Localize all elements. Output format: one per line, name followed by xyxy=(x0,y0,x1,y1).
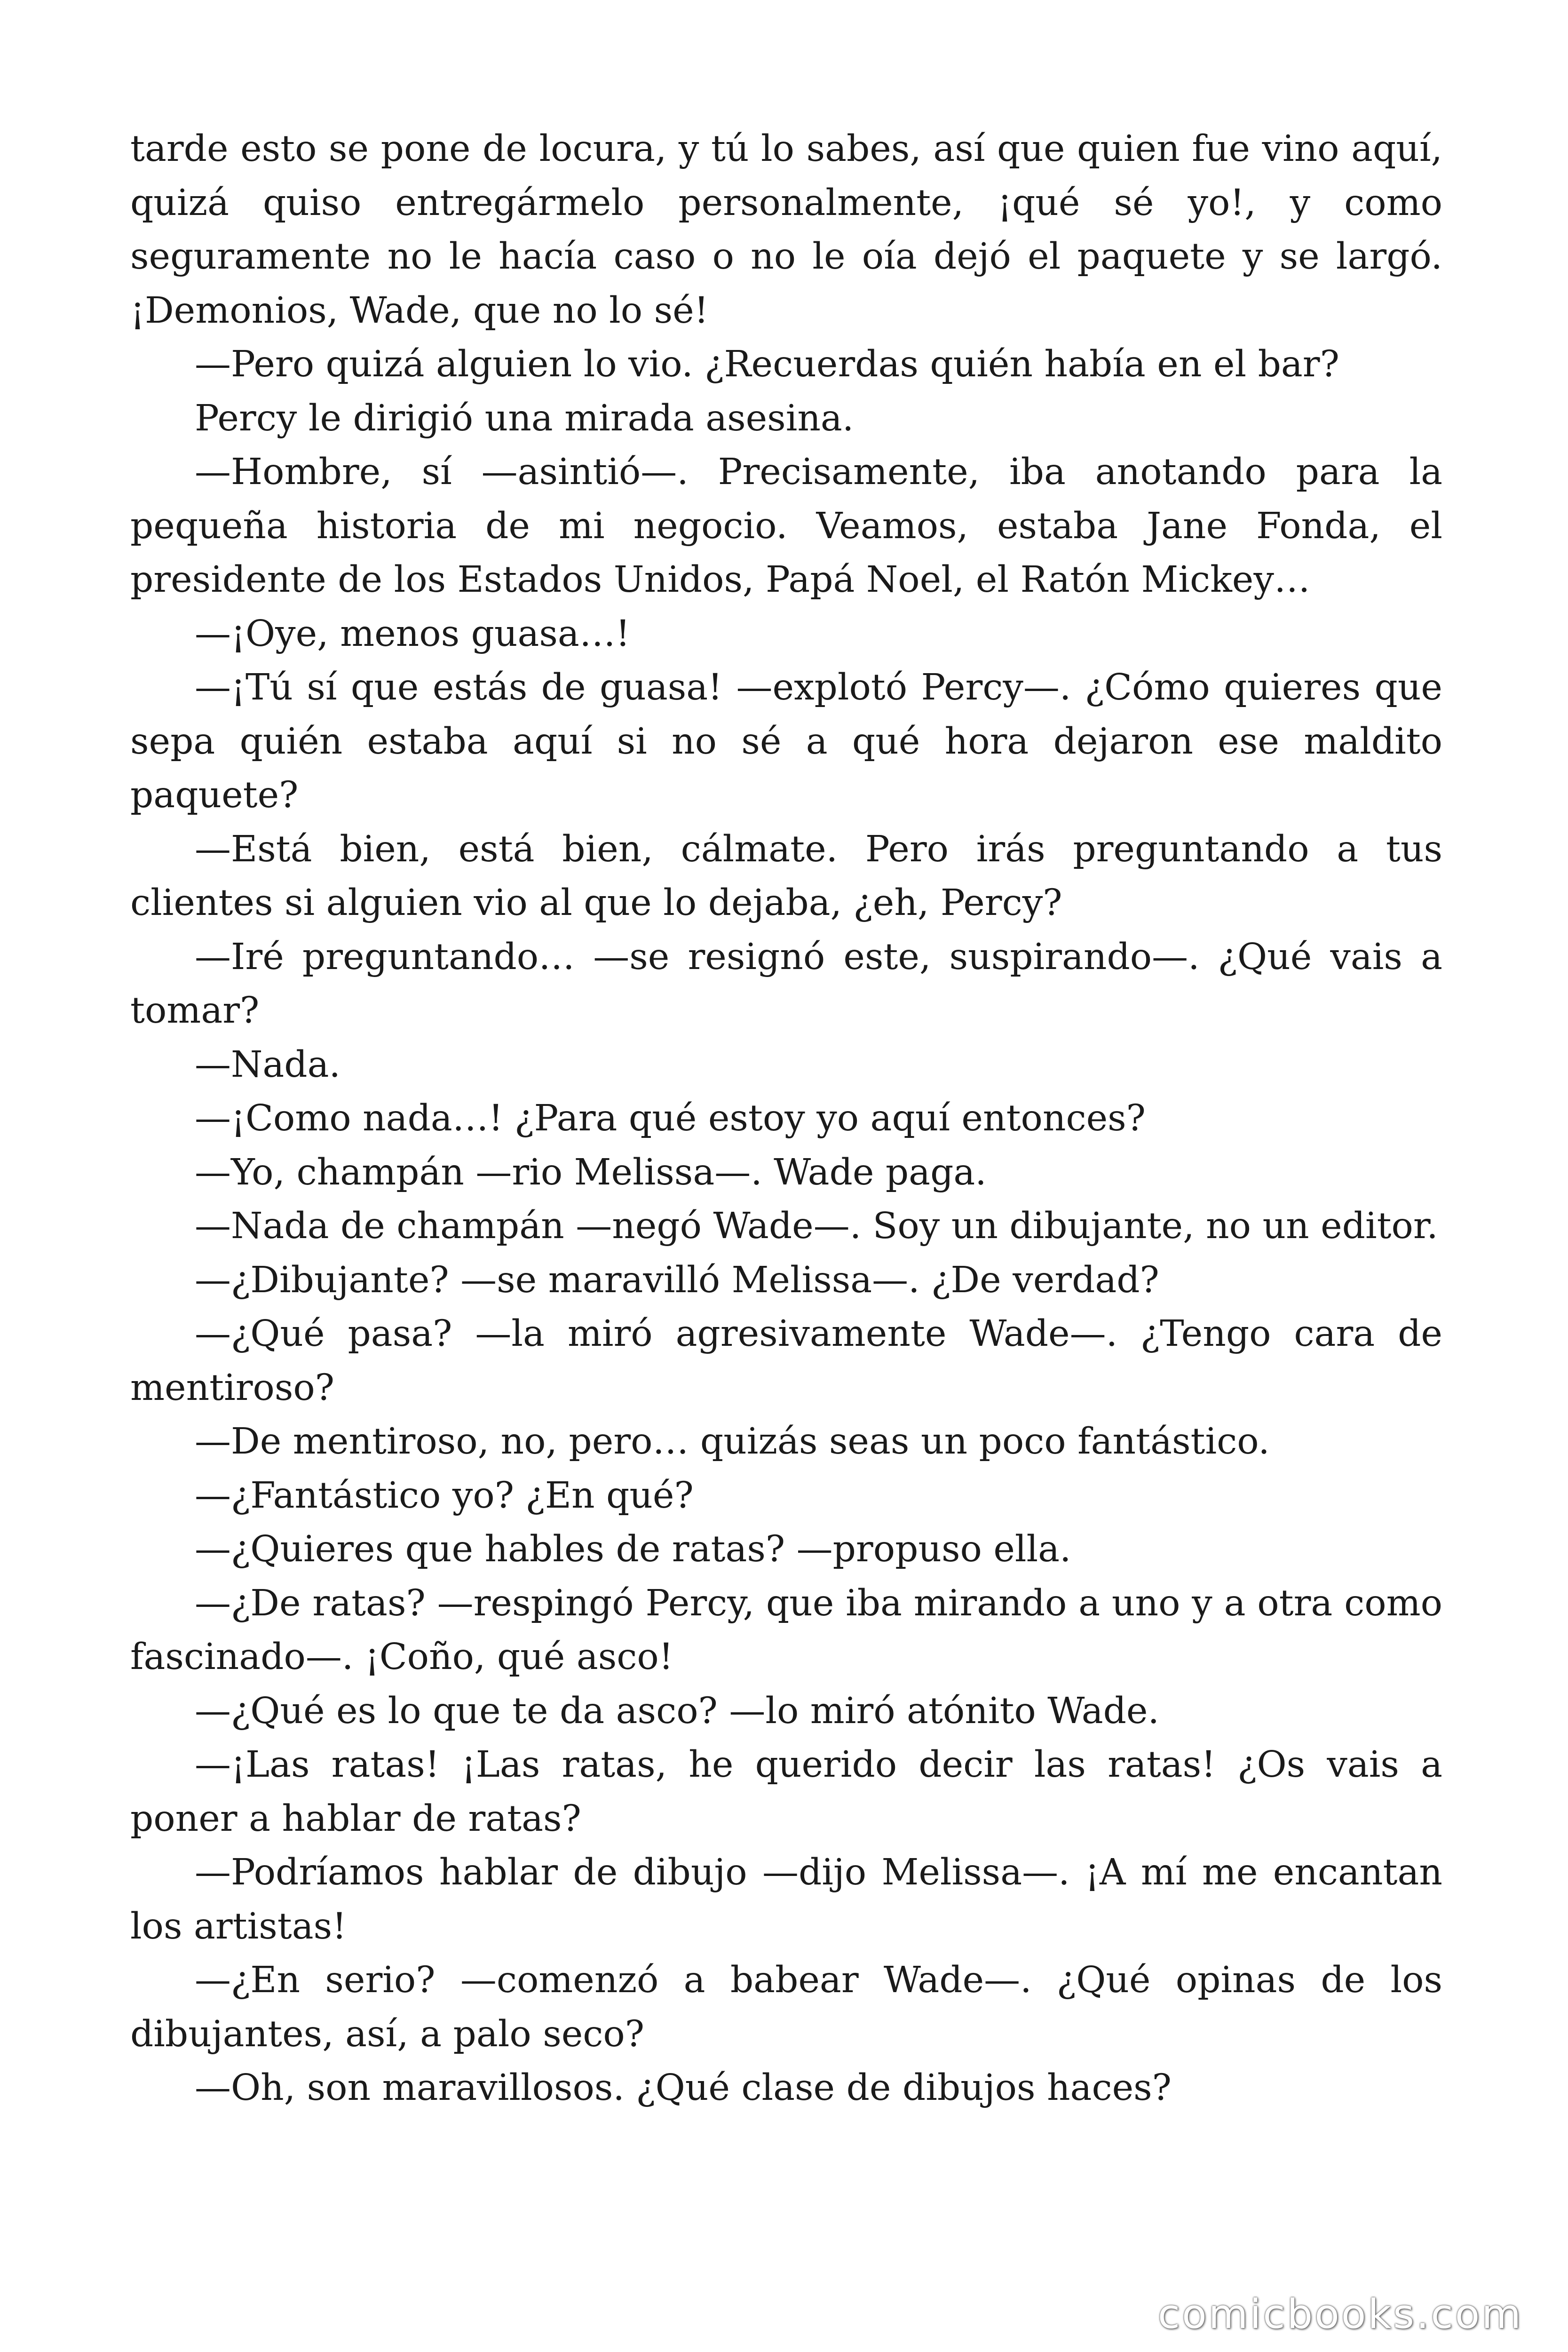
paragraph: —¡Oye, menos guasa…! xyxy=(195,612,630,655)
paragraph: —¡Como nada…! ¿Para qué estoy yo aquí entonces? xyxy=(195,1097,1146,1139)
paragraph: —Oh, son maravillosos. ¿Qué clase de dibujos haces? xyxy=(195,2067,1172,2109)
paragraph: tarde esto se pone de locura, y tú lo sabes, así que quien fue vino aquí, quizá quiso entregármelo personalmente, ¡qué sé yo!, y como seguramente no le hacía caso o no le oía dejó el paquete y se largó. ¡Demonios, Wade, que no lo sé! xyxy=(130,128,1442,332)
paragraph: —¿Qué es lo que te da asco? —lo miró atónito Wade. xyxy=(195,1690,1159,1732)
paragraph: —¡Tú sí que estás de guasa! —explotó Percy—. ¿Cómo quieres que sepa quién estaba aquí si no sé a qué hora dejaron ese maldito paquete? xyxy=(130,667,1442,816)
paragraph: —¿Qué pasa? —la miró agresivamente Wade—. ¿Tengo cara de mentiroso? xyxy=(130,1313,1442,1409)
paragraph: —¡Las ratas! ¡Las ratas, he querido decir las ratas! ¿Os vais a poner a hablar de ratas? xyxy=(130,1744,1442,1840)
paragraph: —Yo, champán —rio Melissa—. Wade paga. xyxy=(195,1151,987,1193)
paragraph: —¿Dibujante? —se maravilló Melissa—. ¿De verdad? xyxy=(195,1259,1159,1301)
paragraph: —Nada de champán —negó Wade—. Soy un dibujante, no un editor. xyxy=(195,1205,1438,1247)
paragraph: —¿De ratas? —respingó Percy, que iba mirando a uno y a otra como fascinado—. ¡Coño, qué asco! xyxy=(130,1582,1442,1678)
paragraph: —Iré preguntando… —se resignó este, suspirando—. ¿Qué vais a tomar? xyxy=(130,936,1442,1032)
book-page-text xyxy=(130,122,1442,2115)
paragraph: —Está bien, está bien, cálmate. Pero irás preguntando a tus clientes si alguien vio al que lo dejaba, ¿eh, Percy? xyxy=(130,828,1442,924)
paragraph: —¿En serio? —comenzó a babear Wade—. ¿Qué opinas de los dibujantes, así, a palo seco? xyxy=(130,1959,1442,2055)
paragraph: —Pero quizá alguien lo vio. ¿Recuerdas quién había en el bar? xyxy=(195,343,1339,385)
paragraph: —¿Fantástico yo? ¿En qué? xyxy=(195,1474,694,1517)
paragraph: —Podríamos hablar de dibujo —dijo Melissa—. ¡A mí me encantan los artistas! xyxy=(130,1851,1442,1947)
watermark: comicbooks.com xyxy=(1157,2291,1523,2338)
paragraph: Percy le dirigió una mirada asesina. xyxy=(195,397,854,439)
paragraph: —Nada. xyxy=(195,1043,341,1086)
paragraph: —Hombre, sí —asintió—. Precisamente, iba anotando para la pequeña historia de mi negocio. Veamos, estaba Jane Fonda, el presidente de los Estados Unidos, Papá Noel, el Ratón Mickey… xyxy=(130,451,1442,601)
paragraph: —¿Quieres que hables de ratas? —propuso ella. xyxy=(195,1528,1071,1570)
paragraph: —De mentiroso, no, pero… quizás seas un poco fantástico. xyxy=(195,1421,1270,1462)
